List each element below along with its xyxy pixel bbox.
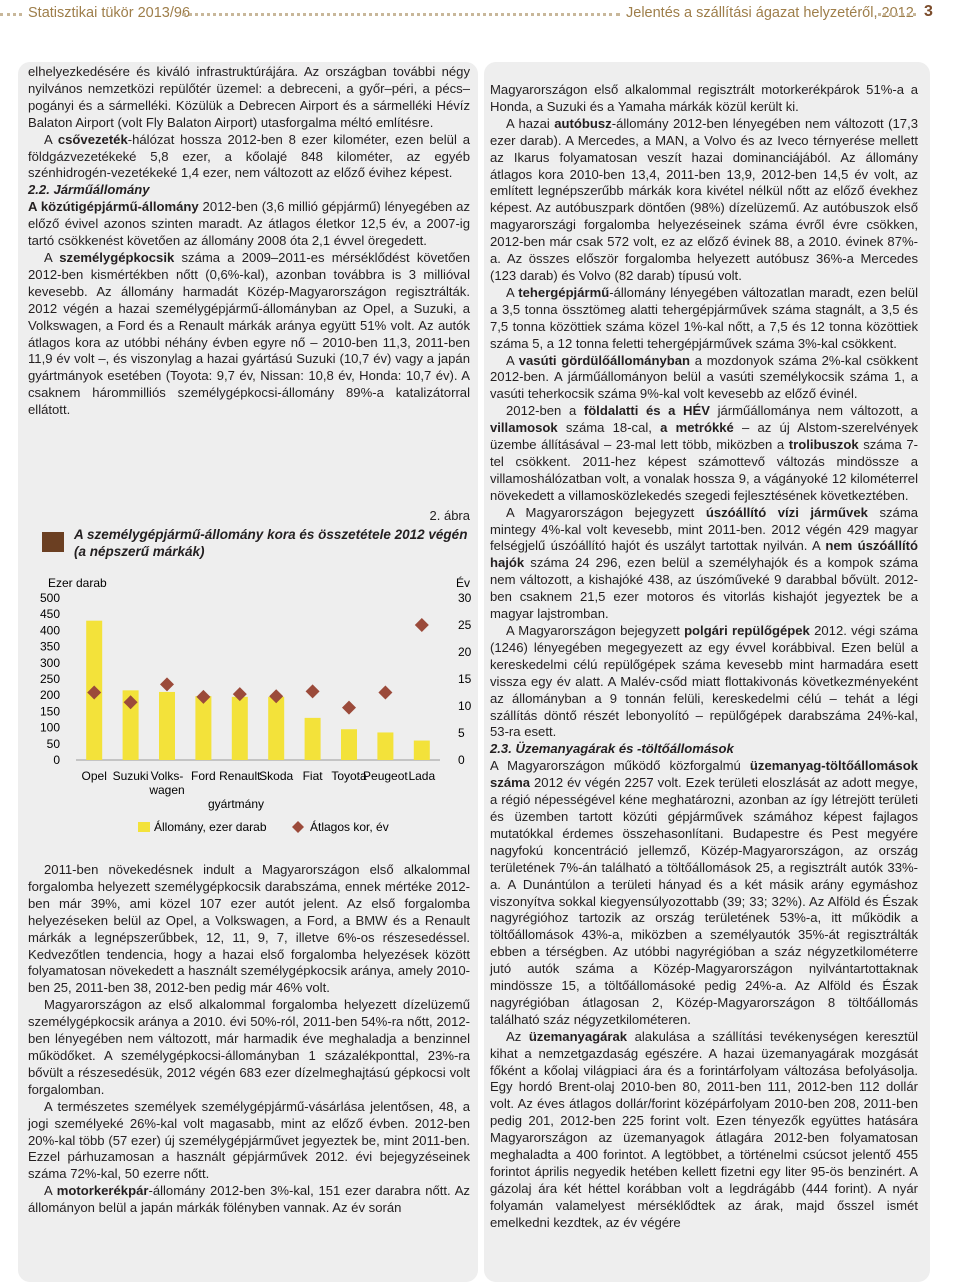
legend-marker-age xyxy=(292,821,304,833)
legend-label-age: Átlagos kor, év xyxy=(310,820,389,834)
left-tick-label: 250 xyxy=(39,672,60,686)
paragraph-pipelines: A csővezeték-hálózat hossza 2012-ben 8 ezer kilométer, ezen belül a földgázvezetékeké 5,8 ezer, a kőolajé 848 kilométer, az egyéb szénhidrogén-vezetékeké 1,4 ezer, nem változott az előző évihez képest. xyxy=(28,131,470,181)
paragraph-cars: A személygépkocsik száma a 2009–2011-es mérséklődést követően 2012-ben kismértékben nőtt (0,6%-kal), azonban továbbra is 3 millióval kevesebb. Az állomány harmadát Közép-Magyarországon regisztrálták. 2012 végén a hazai személygépjármű-állományban az Opel, a Suzuki, a Volkswagen, a Ford és a Renault márkák aránya együtt 51% volt. Az autók átlagos kora az utóbbi néhány évben egyre nő – 2010-ben 11,3, 2011-ben 11,9 év volt –, és viszonylag a hazai gyártású Suzuki (10,7 év) vagy a japán gyártmányok esetében (Toyota: 9,7 év, Nissan: 10,8 év, Honda: 10,7 év). A csaknem hárommilliós személygépkocsi-állomány 89%-a katalizátorral ellátott. xyxy=(28,249,470,418)
paragraph-new-registrations: 2011-ben növekedésnek indult a Magyarországon első alkalommal forgalomba helyezett személygépkocsik darabszáma, ennek mértéke 2012-ben már 39%, ami közel 107 ezer autót jelent. Az első forgalomba helyezéseken belül az Opel, a Volkswagen, a Ford, a BMW és a Renault márkák a legnépszerűbbek, 12, 11, 9, 7, illetve 6%-os részesedéssel. Kedvezőtlen tendencia, hogy a hazai első forgalomba helyezések között folyamatosan növekedett a használt személygépkocsik aránya, amely 2010-ben 25, 2011-ben 38, 2012-ben pedig már 46% volt. xyxy=(28,862,470,996)
category-label: Fiat xyxy=(302,769,323,783)
left-tick-label: 350 xyxy=(39,639,60,654)
left-tick-label: 450 xyxy=(39,607,60,622)
paragraph-motorcycle-brands: Magyarországon első alkalommal regisztrált motorkerékpárok 51%-a a Honda, a Suzuki és a Yamaha márkák közül került ki. xyxy=(490,82,918,114)
section-heading-2-3: 2.3. Üzemanyagárak és -töltőállomások xyxy=(490,741,734,757)
category-label: Lada xyxy=(408,769,436,783)
paragraph-fuel-stations: A Magyarországon működő közforgalmú üzemanyag-töltőállomások száma 2012 év végén 2257 volt. Ezek területi eloszlását az adott megye, a régió népességével kéne meghatározni, azonban az így létrejött területi és üzemben tartott közúti gépjárművek számához képest fajlagos mutatókkal érdemes összehasonlítani. Budapestre és Pest megyére nagyfokú koncentráció jellemző, Közép-Magyarországon, az ország területének 7%-án található a töltőállomások 25, a regisztrált autók 33%-a. A Dunántúlon a területi hányad és a két másik arány egymáshoz viszonyítva sokkal kiegyensúlyozottabb (39; 33; 32%). Az Alföld és Észak nagyrégióhoz tartozik az ország területének 53%-a, itt működik a töltőállomások 43%-a, miközben a személyautók 35%-át regisztrálták ebben a térségben. Az utóbbi nagyrégióban a száz négyzetkilométerre jutó autók száma a Közép-Magyarországon nyilvántartottaknak mindössze 15, a töltőállomásoké pedig 24%-a. Az Alföld és Észak nagyrégióban átlagosan 2, Közép-Magyarországon 8 töltőállomás található száz négyzetkilométeren. xyxy=(490,758,918,1027)
bar-lada xyxy=(414,741,430,760)
paragraph-rail: A vasúti gördülőállományban a mozdonyok száma 2%-kal csökkent 2012-ben. A járműállományon belül a vasúti személykocsik száma 1, a vasúti teherkocsik száma 9%-kal volt kevesebb az előző évinél. xyxy=(490,352,918,402)
header-report-title: Jelentés a szállítási ágazat helyzetéről, 2012 xyxy=(626,5,914,21)
left-tick-label: 150 xyxy=(39,704,60,719)
figure-marker-square xyxy=(42,532,64,552)
bar-ford xyxy=(195,696,211,760)
paragraph-vessels: A Magyarországon bejegyzett úszóállító vízi járművek száma mintegy 4%-kal volt kevesebb, mint 2011-ben. 2012 végén 429 magyar felségjelű úszóállító hajót és uszályt tartottak nyilván. A nem úszóállító hajók száma 24 296, ezen belül a személyhajók és a kompok száma nem változott, a kishajóké 438, az úszóműveké 9 darabbal bővült. 2012-ben csaknem 21,5 ezer motoros és vitorlás kishajót jegyeztek be a magyar lajstromban. xyxy=(490,504,919,622)
bar-peugeot xyxy=(377,732,393,760)
right-tick-label: 5 xyxy=(458,726,465,740)
right-tick-label: 10 xyxy=(458,699,472,713)
paragraph-aircraft: A Magyarországon bejegyzett polgári repülőgépek 2012. végi száma (1246) lényegében megegyezett az egy évvel korábbival. Ezen belül a kereskedelmi célú repülőgépek száma kevesebb mint harmadára esett vissza egy év alatt. A Malév-csőd miatt flottakivonás következményeként az állományban a 9 tonnán felüli, kereskedelmi célú – tehát a légi szállítás döntő részét lebonyolító – repülőgépek darabszáma 24%-kal, 53-ra esett. xyxy=(490,623,919,740)
left-tick-label: 0 xyxy=(53,753,60,767)
page-header xyxy=(0,0,960,30)
brand-chart xyxy=(28,570,472,848)
x-axis-label: gyártmány xyxy=(207,797,265,811)
age-point-volkswagen xyxy=(160,677,174,691)
category-label: Toyota xyxy=(331,769,367,783)
figure-number: 2. ábra xyxy=(429,508,470,523)
left-axis-label: Ezer darab xyxy=(48,576,107,590)
paragraph-motorcycles: A motorkerékpár-állomány 2012-ben 3%-kal, 151 ezer darabra nőtt. Az állományon belül a japán márkák fölényben vannak. Az év során xyxy=(28,1183,470,1216)
figure-title: A személygépjármű-állomány kora és összetétele 2012 végén (a népszerű márkák) xyxy=(74,527,468,559)
paragraph-urban-transit: 2012-ben a földalatti és a HÉV járműállománya nem változott, a villamosok száma 18-cal, a metrókké – az új Alstom-szerelvények üzembe állításával – 23-mal lett több, miközben a trolibuszok száma 7-tel csökkent. 2011-hez képest számottevő változás mindössze a villamoshálózatban volt, a vonalak hossza 9, a vágányoké 12 kilométerrel növekedett a villamosközlekedés szegedi fejlesztésének következtében. xyxy=(490,403,919,503)
legend-label-stock: Állomány, ezer darab xyxy=(154,820,267,834)
age-point-toyota xyxy=(342,701,356,715)
header-dots-left xyxy=(0,13,22,16)
bar-renault xyxy=(232,697,248,760)
paragraph-diesel: Magyarországon az első alkalommal forgalomba helyezett dízelüzemű személygépkocsik aránya a 2010. évi 50%-ról, 2011-ben 54%-ra nőtt, 2012-ben lényegében nem változott, már harmadik éve meghaladja a benzinnel működőket. A személygépkocsi-állományban 1 százalékponttal, 23%-ra bővült a részesedésük, 2012 végén 683 ezer dízelmeghajtású gépkocsi volt forgalomban. xyxy=(28,997,470,1097)
paragraph-buses: A hazai autóbusz-állomány 2012-ben lényegében nem változott (17,3 ezer darab). A Mercedes, a MAN, a Volvo és az Iveco térnyerése mellett az Ikarus folyamatosan veszít hazai dominanciájából. Az állomány átlagos kora 2010-ben 13,4, 2011-ben 13,9, 2012-ben 14,5 év volt, az említett legnépszerűbb márkák kora kivétel nélkül nőtt az előző évekhez képest. Az autóbuszpark döntően (98%) dízelüzemű. Az autóbuszok első magyarországi forgalomba helyezéseinek száma évről évre csökken, 2012-ben már csak 572 volt, ez az előző évinek 88, a 2010. évinek 87%-a. Az összes először forgalomba helyezett autóbusz 36%-a Mercedes (123 darab) és Volvo (82 darab) típusú volt. xyxy=(490,115,918,283)
paragraph-purchases: A természetes személyek személygépjármű-vásárlása jelentősen, 48, a jogi személyeké 26%-kal volt magasabb, mint az előző évben. 2012-ben 20%-kal több (57 ezer) új személygépjárművet jegyeztek be, mint 2011-ben. Ezzel párhuzamosan a használt gépjárművek 2012. évi bejegyzéseinek száma 72%-kal, 50 ezerre nőtt. xyxy=(28,1098,470,1182)
right-tick-label: 0 xyxy=(458,753,465,767)
category-label: Suzuki xyxy=(112,769,149,783)
category-label: Volks- xyxy=(150,769,184,783)
left-column-top xyxy=(28,64,470,419)
right-axis-label: Év xyxy=(456,576,471,590)
left-tick-label: 50 xyxy=(46,736,60,751)
legend-swatch-stock xyxy=(138,822,150,832)
bar-toyota xyxy=(341,729,357,760)
right-tick-label: 15 xyxy=(458,672,472,686)
category-label: Opel xyxy=(81,769,107,783)
bar-skoda xyxy=(268,697,284,760)
category-label: Peugeot xyxy=(363,769,408,783)
left-tick-label: 500 xyxy=(39,591,60,605)
paragraph-trucks: A tehergépjármű-állomány lényegében változatlan maradt, ezen belül a 3,5 tonna össztömeg alatti tehergépjárművek száma stagnált, a 3,5 és 7,5 tonna közöttiek száma közel 1%-kal nőtt, a 7,5 és 12 tonna közöttiek száma 5, a 12 tonna feletti tehergépjárművek száma 3%-kal csökkent. xyxy=(490,284,918,351)
left-tick-label: 300 xyxy=(39,655,60,670)
page-number: 3 xyxy=(924,3,933,20)
paragraph-airports: elhelyezkedésére és kiváló infrastruktúrájára. Az országban további négy nyilvános nemzetközi repülőtér üzemel: a debreceni, a győr–péri, a pécs–pogányi és a sármelléki. Közülük a Debrecen Airport és a sármelléki Hévíz Balaton Airport (volt Fly Balaton Airport) utasforgalma méltó említésre. xyxy=(28,64,470,130)
header-dots-right xyxy=(878,13,916,16)
category-label-line2: wagen xyxy=(149,783,185,797)
bar-fiat xyxy=(305,718,321,760)
category-label: Ford xyxy=(191,769,216,783)
bar-volkswagen xyxy=(159,692,175,760)
age-point-peugeot xyxy=(378,686,392,700)
age-point-lada xyxy=(415,618,429,632)
category-label: Skoda xyxy=(259,769,294,783)
section-heading-2-2: 2.2. Járműállomány xyxy=(28,182,150,198)
left-tick-label: 400 xyxy=(39,623,60,638)
header-dots-middle xyxy=(182,13,620,16)
age-point-fiat xyxy=(306,684,320,698)
right-tick-label: 25 xyxy=(458,618,472,632)
right-column xyxy=(490,82,918,1232)
right-tick-label: 20 xyxy=(458,645,472,659)
header-publication: Statisztikai tükör 2013/96 xyxy=(28,5,191,21)
paragraph-vehicle-stock: A közútigépjármű-állomány 2012-ben (3,6 millió gépjármű) lényegében az előző évivel azonos szinten maradt. Az átlagos életkor 12,5 év, a 2007-ig tartó csökkenést követően az állomány 2008 óta 2,1 évvel öregedett. xyxy=(28,199,470,249)
left-tick-label: 200 xyxy=(39,688,60,703)
paragraph-fuel-prices: Az üzemanyagárak alakulása a szállítási tevékenységen keresztül kihat a nemzetgazdaság egészére. A hazai üzemanyagárak mozgását főként a kőolaj világpiaci ára és a forintárfolyam változása befolyásolja. Egy hordó Brent-olaj 2010-ben 80, 2011-ben 111, 2012-ben 112 dollár volt. Az éves átlagos dollár/forint középárfolyam 2010-ben 208, 2011-ben pedig 201, 2012-ben 225 forint volt. Ezen tényezők együttes hatására Magyarországon az üzemanyagok átlagára 2012-ben folyamatosan meghaladta a 400 forintot. A legtöbbet, a történelmi csúcsot jelentő 455 forintot április negyedik hetében kellett fizetni egy liter 95-ös benzinért. A gázolaj ára két héttel korábban volt a legdrágább (444 forint). A nyár folyamán valamelyest mérséklődtek az árak, majd ősszel ismét emelkedni kezdtek, az év végére xyxy=(490,1028,918,1230)
category-label: Renault xyxy=(219,769,261,783)
left-tick-label: 100 xyxy=(39,720,60,735)
left-column-bottom xyxy=(28,862,470,1217)
right-tick-label: 30 xyxy=(458,591,472,605)
